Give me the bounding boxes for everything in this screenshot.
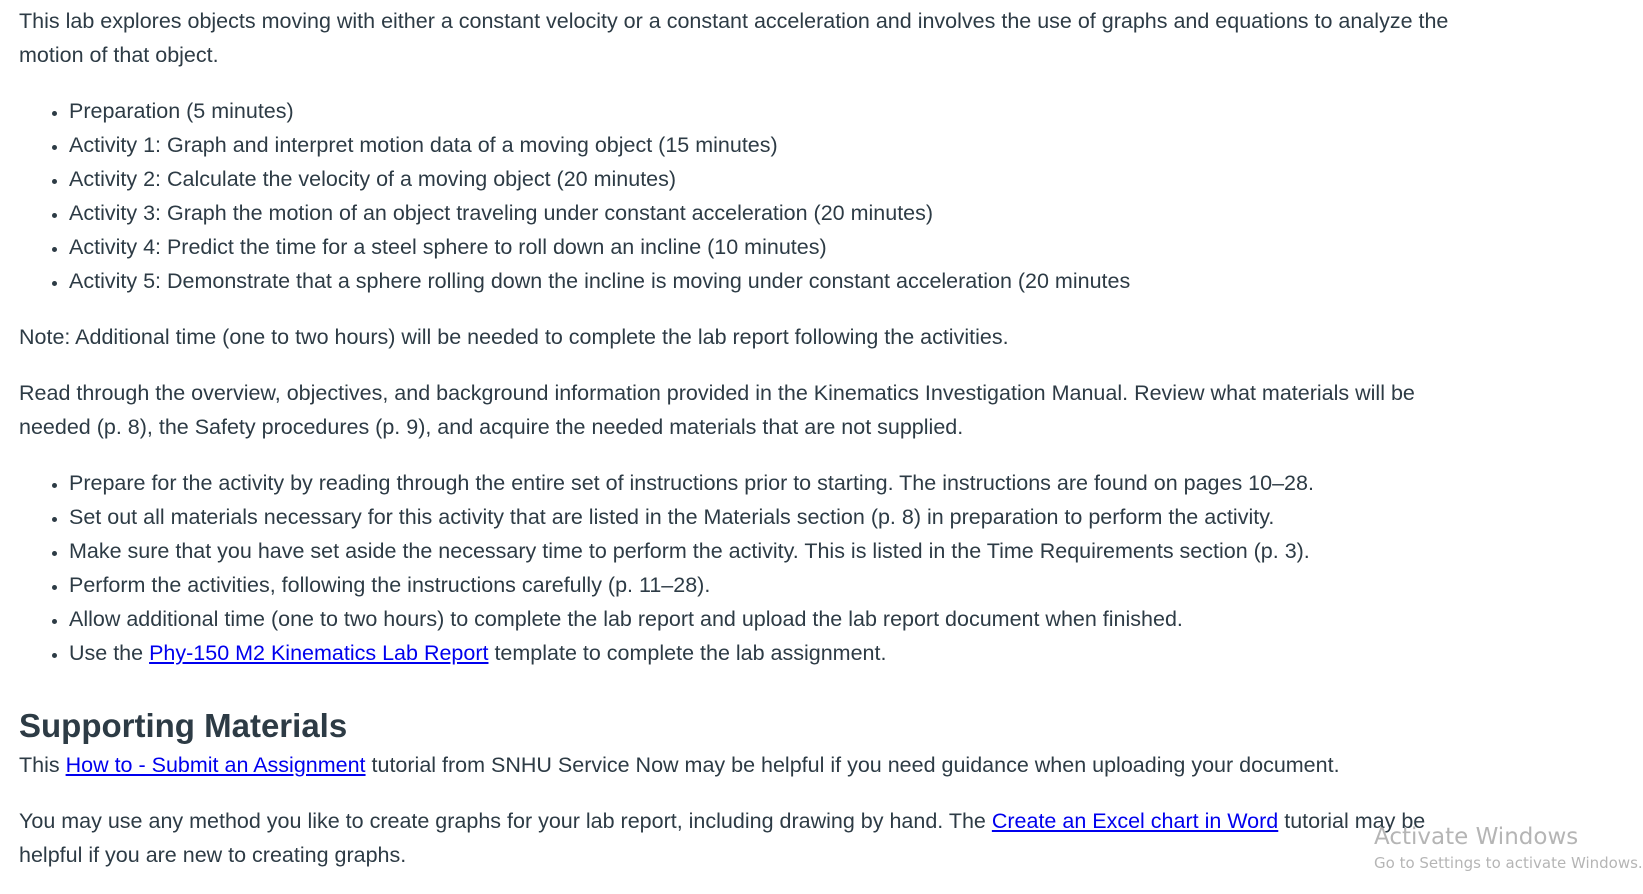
list-item: • Activity 1: Graph and interpret motion data of a moving object (15 minutes) xyxy=(69,128,1469,162)
supporting-materials-heading: Supporting Materials xyxy=(19,707,348,744)
list-item: • Activity 4: Predict the time for a steel sphere to roll down an incline (10 minutes) xyxy=(69,230,1469,264)
template-prefix: Use the xyxy=(69,641,150,665)
template-suffix: template to complete the lab assignment. xyxy=(488,641,887,665)
activities-list xyxy=(19,94,1469,298)
note-paragraph: Note: Additional time (one to two hours) will be needed to complete the lab report following the activities. xyxy=(19,325,1009,349)
page-content xyxy=(19,4,1469,894)
excel-chart-link[interactable]: Create an Excel chart in Word xyxy=(991,809,1279,833)
list-item: • Prepare for the activity by reading through the entire set of instructions prior to starting. The instructions are found on pages 10–28. xyxy=(69,466,1469,500)
submit-assignment-link[interactable]: How to - Submit an Assignment xyxy=(65,753,366,777)
graphs-paragraph xyxy=(19,804,1469,872)
graphs-prefix: You may use any method you like to create graphs for your lab report, including drawing by hand. The xyxy=(19,809,992,833)
read-through-paragraph: Read through the overview, objectives, and background information provided in the Kinematics Investigation Manual. Review what materials will be needed (p. 8), the Safety procedures (p. 9), and acquire the needed materials that are not supplied. xyxy=(19,381,1415,439)
tutorial-prefix: This xyxy=(19,753,66,777)
tutorial-paragraph xyxy=(19,748,1469,782)
graphs-suffix: tutorial may be helpful if you are new to creating graphs. xyxy=(19,809,1426,867)
instructions-list xyxy=(19,466,1469,670)
tutorial-suffix: tutorial from SNHU Service Now may be helpful if you need guidance when uploading your document. xyxy=(365,753,1340,777)
list-item: • Perform the activities, following the instructions carefully (p. 11–28). xyxy=(69,568,1469,602)
list-item: • Activity 5: Demonstrate that a sphere rolling down the incline is moving under constant acceleration (20 minutes xyxy=(69,264,1469,298)
lab-report-template-link[interactable]: Phy-150 M2 Kinematics Lab Report xyxy=(149,641,489,665)
activate-windows-subtitle: Go to Settings to activate Windows. xyxy=(1374,854,1643,872)
list-item: • Allow additional time (one to two hours) to complete the lab report and upload the lab report document when finished. xyxy=(69,602,1469,636)
list-item: • Activity 3: Graph the motion of an object traveling under constant acceleration (20 minutes) xyxy=(69,196,1469,230)
list-item: • Preparation (5 minutes) xyxy=(69,94,1469,128)
list-item-template xyxy=(69,636,1469,670)
intro-paragraph: This lab explores objects moving with either a constant velocity or a constant acceleration and involves the use of graphs and equations to analyze the motion of that object. xyxy=(19,9,1449,67)
list-item: • Set out all materials necessary for this activity that are listed in the Materials section (p. 8) in preparation to perform the activity. xyxy=(69,500,1469,534)
list-item: • Make sure that you have set aside the necessary time to perform the activity. This is listed in the Time Requirements section (p. 3). xyxy=(69,534,1469,568)
list-item: • Activity 2: Calculate the velocity of a moving object (20 minutes) xyxy=(69,162,1469,196)
activate-windows-title: Activate Windows xyxy=(1374,824,1579,850)
